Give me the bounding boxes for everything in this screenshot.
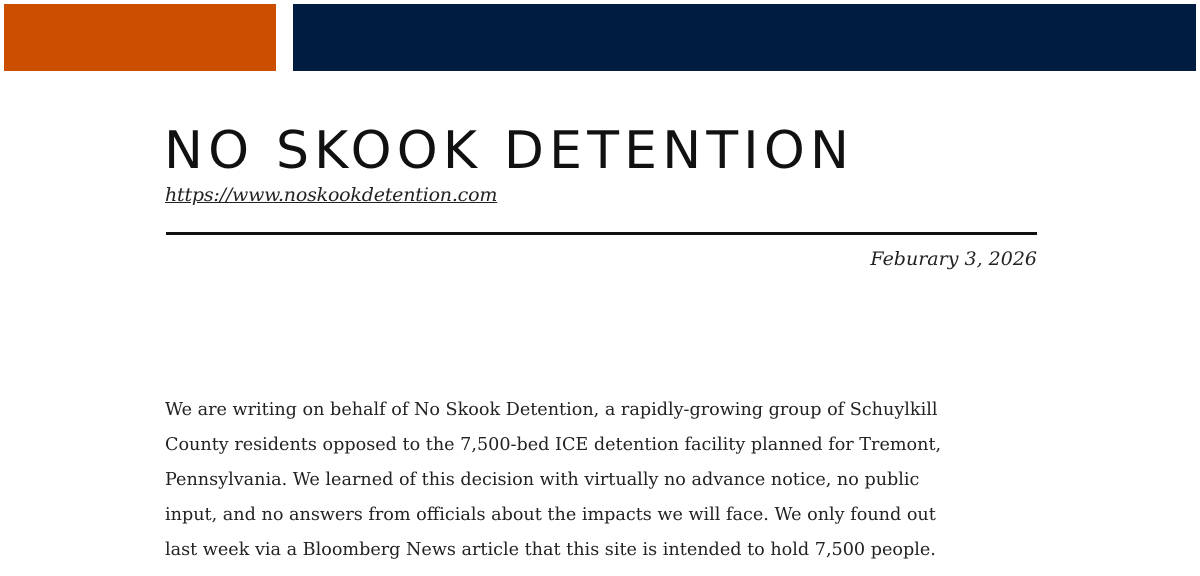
body-line: County residents opposed to the 7,500-bed ICE detention facility planned for Tremont,: [165, 435, 942, 455]
body-line: We are writing on behalf of No Skook Detention, a rapidly-growing group of Schuylkill: [165, 400, 938, 420]
body-line: input, and no answers from officials about the impacts we will face. We only found out: [165, 505, 936, 525]
header-bar-orange: [4, 4, 276, 71]
letter-date: Feburary 3, 2026: [870, 248, 1037, 270]
website-link[interactable]: https://www.noskookdetention.com: [165, 184, 498, 206]
body-line: Pennsylvania. We learned of this decision with virtually no advance notice, no public: [165, 470, 920, 490]
page-title: NO SKOOK DETENTION: [164, 121, 855, 181]
divider: [166, 232, 1037, 235]
letter-body: [165, 393, 941, 568]
header-bar-navy: [293, 4, 1196, 71]
body-line: last week via a Bloomberg News article that this site is intended to hold 7,500 people.: [165, 540, 936, 560]
